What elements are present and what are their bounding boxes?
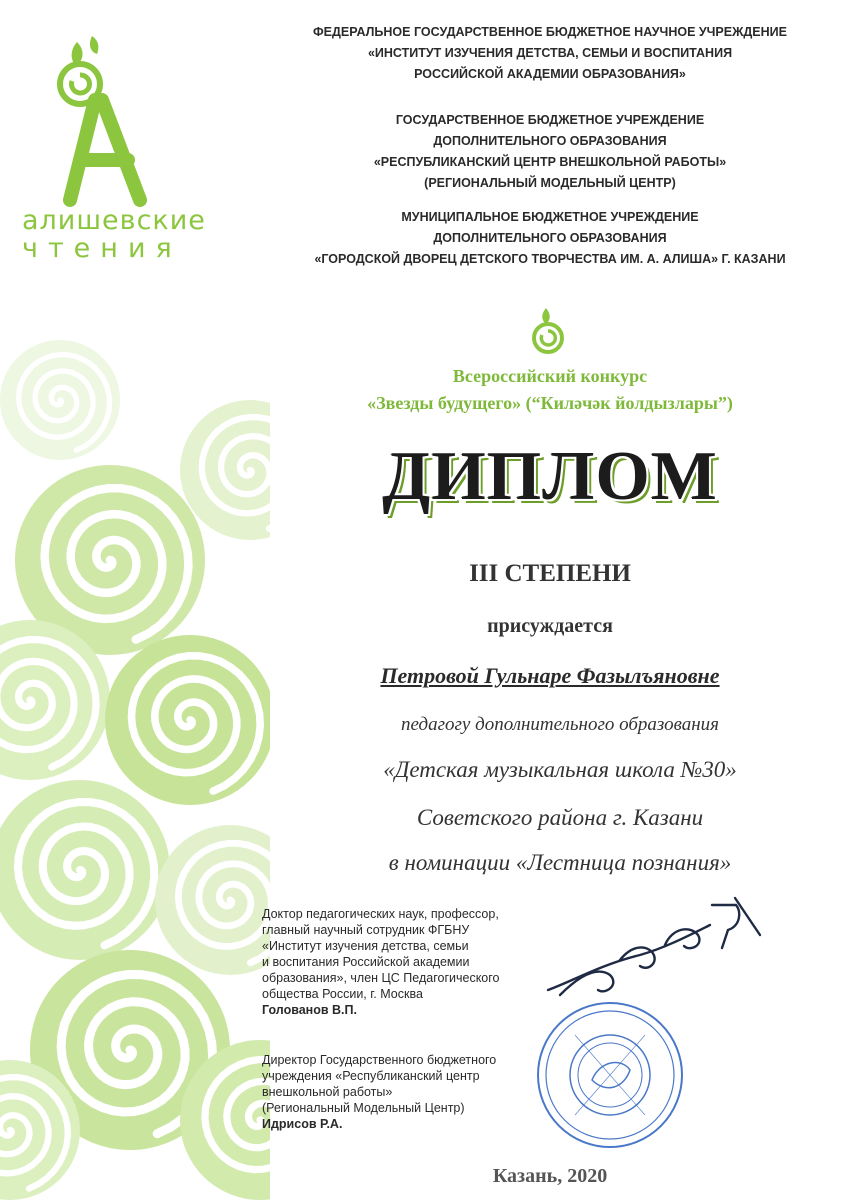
- signatory-2-line: внешкольной работы»: [262, 1085, 393, 1099]
- logo-line-2: чтения: [22, 233, 182, 264]
- district-name: Советского района г. Казани: [416, 805, 704, 830]
- organizer-2: [300, 110, 800, 194]
- logo-mark: [60, 36, 140, 200]
- logo-line-1: алишевские: [22, 205, 206, 236]
- recipient-position: педагогу дополнительного образования: [401, 714, 719, 735]
- awarded-label: присуждается: [487, 615, 613, 637]
- city-year: Казань, 2020: [492, 1165, 608, 1187]
- diploma-degree: III СТЕПЕНИ: [469, 560, 631, 587]
- signatory-1-line: и воспитания Российской академии: [262, 955, 470, 969]
- signatory-2-line: (Региональный Модельный Центр): [262, 1101, 465, 1115]
- organizer-1-line: ФЕДЕРАЛЬНОЕ ГОСУДАРСТВЕННОЕ БЮДЖЕТНОЕ НАУЧНОЕ УЧРЕЖДЕНИЕ: [312, 25, 787, 39]
- signatory-1: [262, 906, 537, 1018]
- diploma-title: ДИПЛОМ: [382, 438, 718, 515]
- organizer-1: [300, 22, 800, 85]
- organizer-2-line: «РЕСПУБЛИКАНСКИЙ ЦЕНТР ВНЕШКОЛЬНОЙ РАБОТЫ»: [373, 155, 727, 169]
- recipient-name: [270, 663, 830, 689]
- organizer-3-line: «ГОРОДСКОЙ ДВОРЕЦ ДЕТСКОГО ТВОРЧЕСТВА ИМ. А. АЛИША» Г. КАЗАНИ: [314, 252, 786, 266]
- official-stamp: [538, 1003, 682, 1147]
- organizer-1-line: РОССИЙСКОЙ АКАДЕМИИ ОБРАЗОВАНИЯ»: [414, 67, 686, 81]
- organizer-3-line: ДОПОЛНИТЕЛЬНОГО ОБРАЗОВАНИЯ: [433, 231, 667, 245]
- signatory-2-line: Директор Государственного бюджетного: [262, 1053, 497, 1067]
- organizer-1-line: «ИНСТИТУТ ИЗУЧЕНИЯ ДЕТСТВА, СЕМЬИ И ВОСПИТАНИЯ: [367, 46, 733, 60]
- signatory-1-line: общества России, г. Москва: [262, 987, 423, 1001]
- signatory-1-line: главный научный сотрудник ФГБНУ: [262, 923, 470, 937]
- signature: [548, 898, 760, 995]
- organizer-2-line: ГОСУДАРСТВЕННОЕ БЮДЖЕТНОЕ УЧРЕЖДЕНИЕ: [395, 113, 705, 127]
- nomination: в номинации «Лестница познания»: [388, 850, 732, 875]
- apple-icon: [534, 308, 562, 352]
- recipient-name-text: Петровой Гульнаре Фазылъяновне: [380, 663, 720, 688]
- contest-title: Всероссийский конкурс: [452, 366, 648, 386]
- signatory-1-line: Доктор педагогических наук, профессор,: [262, 907, 499, 921]
- school-name: «Детская музыкальная школа №30»: [383, 757, 737, 782]
- signatory-1-line: «Институт изучения детства, семьи: [262, 939, 469, 953]
- contest-name: «Звезды будущего» (“Киләчәк йолдызлары”): [367, 393, 733, 413]
- signatory-1-line: образования», член ЦС Педагогического: [262, 971, 500, 985]
- signatory-1-name: Голованов В.П.: [262, 1003, 357, 1017]
- signatory-2-name: Идрисов Р.А.: [262, 1117, 343, 1131]
- signatory-2: [262, 1052, 537, 1132]
- signatory-2-line: учреждения «Республиканский центр: [262, 1069, 480, 1083]
- organizer-2-line: ДОПОЛНИТЕЛЬНОГО ОБРАЗОВАНИЯ: [433, 134, 667, 148]
- organizer-2-line: (РЕГИОНАЛЬНЫЙ МОДЕЛЬНЫЙ ЦЕНТР): [424, 176, 676, 190]
- organizer-3: [300, 207, 800, 270]
- organizer-3-line: МУНИЦИПАЛЬНОЕ БЮДЖЕТНОЕ УЧРЕЖДЕНИЕ: [401, 210, 699, 224]
